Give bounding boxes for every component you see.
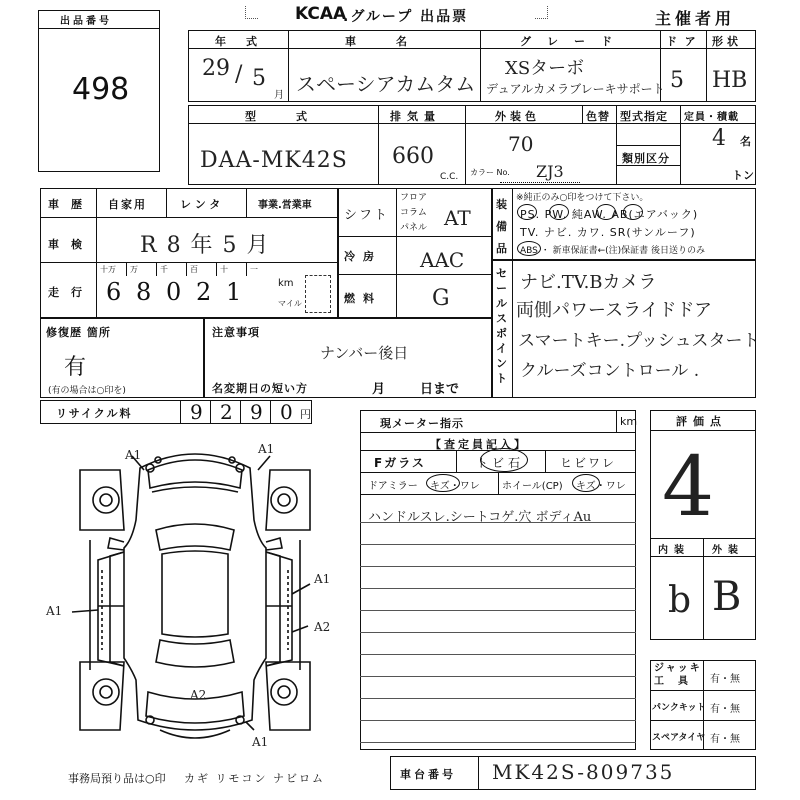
- glass-crack: ヒビワレ: [560, 456, 617, 470]
- recycle-grid: [180, 400, 300, 424]
- private-use: 自家用: [108, 198, 147, 211]
- damage-mark-bottom: A1: [252, 735, 269, 749]
- wheel-label: ホイール(CP): [502, 481, 563, 492]
- sales-line-2: 両側パワースライドドア: [516, 300, 713, 321]
- meter-unit: km: [620, 415, 638, 428]
- repaint-label: 色替: [586, 110, 610, 123]
- year-label: 年式: [215, 35, 277, 48]
- cc-unit: C.C.: [440, 172, 459, 182]
- glass-label: Fガラス: [374, 456, 426, 470]
- car-value: スペーシアカムタム: [296, 72, 476, 96]
- shift-floor: フロア: [400, 193, 428, 203]
- damage-mark-right-door: A1: [314, 572, 331, 586]
- mileage-digit: 0: [166, 278, 182, 306]
- model-value: DAA-MK42S: [200, 148, 348, 173]
- mileage-digit: 2: [196, 278, 212, 306]
- displacement-label: 排気量: [390, 110, 441, 123]
- equipment-note: ※純正のみ○印をつけて下さい。: [516, 193, 649, 203]
- color-label: 外装色: [495, 110, 540, 123]
- capacity-label: 定員・積載: [684, 112, 739, 123]
- car-label: 車名: [345, 35, 447, 48]
- mile-box: [305, 275, 331, 313]
- month-value: 5: [252, 66, 266, 91]
- jack-label: ジャッキ 工 具: [654, 663, 702, 687]
- color-value: ZJ3: [536, 162, 564, 181]
- form-title: .グループ 出品票: [343, 9, 469, 25]
- equipment-label: 装 備 品: [496, 198, 507, 255]
- corner-mark: [245, 6, 258, 19]
- circle-ps: [517, 204, 537, 220]
- recycle-digit: 9: [250, 400, 263, 424]
- equipment-line3: ABS ・ 新車保証書←(注)保証書 後日送りのみ: [520, 246, 706, 256]
- recycle-digit: 2: [220, 400, 233, 424]
- wheel-options: キズ・ワレ: [576, 481, 626, 492]
- rental-use: レンタ: [180, 198, 225, 211]
- ac-value: AAC: [420, 248, 465, 272]
- shape-value: HB: [712, 68, 748, 93]
- km-unit: km: [278, 278, 294, 289]
- capacity-unit: 名: [740, 135, 751, 148]
- mileage-label: 走行: [48, 286, 94, 299]
- puncture-yn: 有・無: [710, 704, 740, 715]
- damage-mark-right-rear: A2: [314, 620, 331, 634]
- office-items: カギ リモコン ナビロム: [184, 772, 325, 785]
- brand-logo: KCAA: [295, 4, 347, 24]
- mirror-label: ドアミラー: [368, 481, 418, 492]
- spare-yn: 有・無: [710, 734, 740, 745]
- repair-value: 有: [64, 355, 87, 380]
- year-value: 29: [202, 56, 230, 81]
- shaken-value: R8年5月: [140, 233, 279, 258]
- mileage-digit: 1: [226, 278, 242, 306]
- color-no-label: カラー No.: [470, 168, 510, 177]
- lot-label: 出品番号: [60, 16, 112, 27]
- capacity-value: 4: [712, 126, 726, 151]
- notes-label: 注意事項: [212, 326, 260, 339]
- shift-value: AT: [444, 206, 471, 230]
- shaken-label: 車検: [48, 238, 94, 251]
- chassis-label: 車台番号: [400, 768, 456, 781]
- circle-aw: [596, 204, 616, 220]
- grade-value-1: XSターボ: [505, 58, 585, 79]
- business-use: 事業.営業車: [258, 200, 312, 211]
- lot-number: 498: [72, 72, 130, 107]
- circle-ab: [623, 204, 643, 220]
- shift-label: シフト: [344, 208, 390, 223]
- mileage-grid: [96, 262, 276, 318]
- exterior-label: 外装: [712, 545, 744, 556]
- interior-label: 内装: [658, 545, 690, 556]
- door-value: 5: [670, 68, 684, 93]
- inspector-lines: [360, 494, 636, 750]
- circle-abs: [517, 241, 541, 256]
- office-label: 事務局預り品は○印: [68, 772, 166, 785]
- repair-label: 修復歴 箇所: [46, 326, 111, 339]
- month-unit: 月: [274, 90, 284, 101]
- sales-line-4: クルーズコントロール .: [520, 361, 700, 381]
- meter-label: 現メーター指示: [380, 417, 464, 430]
- corner-mark: [535, 6, 548, 19]
- organizer-label: 主催者用: [655, 9, 736, 28]
- mileage-digit: 6: [106, 278, 122, 306]
- grade-value: 4: [662, 440, 715, 535]
- category-label: 類別区分: [622, 152, 670, 165]
- shift-column: コラム: [400, 208, 427, 218]
- spare-label: スペアタイヤ: [652, 733, 706, 743]
- mileage-unit-label: 千: [160, 265, 168, 274]
- shape-label: 形状: [712, 35, 742, 48]
- recycle-digit: 9: [190, 400, 203, 424]
- damage-mark-left-side: A1: [46, 604, 63, 618]
- rename-label: 名変期日の短い方: [212, 382, 308, 395]
- glass-chip: トビ石: [476, 456, 525, 470]
- recycle-unit: 円: [300, 408, 311, 421]
- circle-mirror-scratch: [426, 474, 460, 492]
- circle-pw: [549, 204, 569, 220]
- grade-label: グレード: [520, 35, 628, 48]
- mileage-unit-label: 一: [250, 265, 258, 274]
- notes-value: ナンバー後日: [320, 344, 409, 362]
- chassis-value: MK42S-809735: [492, 760, 675, 784]
- mile-unit: マイル: [278, 299, 302, 308]
- history-label: 車歴: [48, 198, 94, 211]
- sales-line-1: ナビ.TV.Bカメラ: [520, 272, 657, 293]
- car-damage-diagram: [40, 430, 350, 770]
- mileage-unit-label: 十: [220, 265, 228, 274]
- sales-line-3: スマートキー.プッシュスタート: [518, 331, 760, 351]
- color-top-value: 70: [508, 132, 534, 156]
- jack-yn: 有・無: [710, 674, 740, 685]
- equipment-line1: PS. PW. 純AW. AB(エアバック): [520, 208, 699, 221]
- recycle-label: リサイクル料: [56, 407, 133, 420]
- shift-panel: パネル: [400, 223, 428, 233]
- mileage-unit-label: 十万: [100, 265, 116, 274]
- equipment-line2: TV. ナビ. カワ. SR(サンルーフ): [520, 226, 696, 239]
- rename-day: 日まで: [420, 382, 460, 397]
- mirror-options: キズ・ワレ: [430, 481, 480, 492]
- fuel-label: 燃料: [344, 292, 382, 305]
- inspector-comment: ハンドルスレ.シートコゲ.穴 ボディAu: [368, 510, 592, 525]
- inspector-title: 【査定員記入】: [430, 438, 528, 451]
- rename-month: 月: [372, 382, 389, 397]
- grade-value-2: デュアルカメラブレーキサポート: [486, 82, 665, 96]
- interior-value: b: [668, 580, 692, 621]
- circle-chip: [480, 448, 528, 472]
- mileage-unit-label: 百: [190, 265, 198, 274]
- designation-label: 型式指定: [620, 110, 668, 123]
- exterior-value: B: [712, 574, 742, 620]
- grade-title: 評価点: [676, 415, 727, 428]
- recycle-digit: 0: [280, 400, 293, 424]
- damage-mark-front-right: A1: [258, 442, 275, 456]
- mileage-unit-label: 万: [130, 265, 138, 274]
- sales-label: セ ー ル ス ポ イ ン ト: [496, 267, 507, 385]
- ac-label: 冷房: [344, 250, 382, 263]
- repair-note: (有の場合は○印を): [48, 386, 126, 396]
- mileage-digit: 8: [136, 278, 152, 306]
- ton-unit: トン: [732, 169, 754, 182]
- displacement-value: 660: [392, 144, 434, 169]
- door-label: ドア: [666, 35, 704, 48]
- model-label: 型式: [245, 110, 347, 123]
- circle-wheel-scratch: [572, 474, 600, 492]
- puncture-label: パンクキット: [652, 703, 706, 713]
- damage-mark-rear: A2: [190, 688, 207, 702]
- fuel-value: G: [432, 286, 450, 311]
- damage-mark-front-left: A1: [125, 448, 142, 462]
